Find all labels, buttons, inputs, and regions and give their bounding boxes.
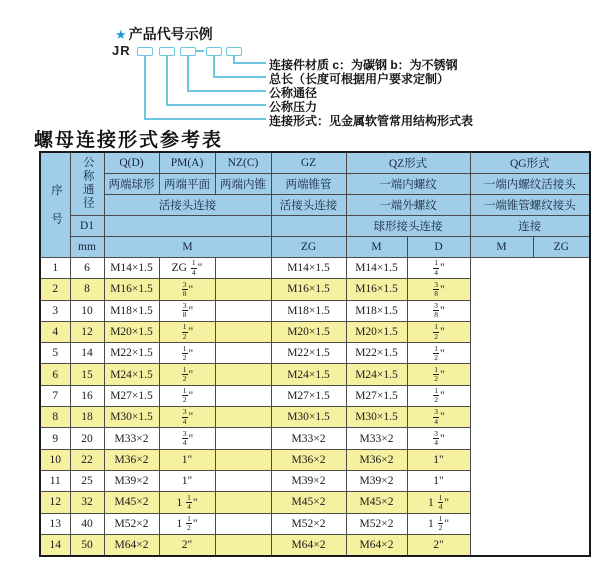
cell-qg-m: M16×1.5 xyxy=(346,279,407,300)
cell-gz-thread: $\frac{1}{2}$ " xyxy=(159,385,215,406)
cell-qg-m: M33×2 xyxy=(346,428,407,449)
col-header-qg: QG形式 xyxy=(470,152,590,174)
cell-qz-d: M24×1.5 xyxy=(271,364,346,385)
table-row xyxy=(40,470,590,491)
cell-qg-m: M22×1.5 xyxy=(346,343,407,364)
unit-header-qg-m: M xyxy=(470,237,533,258)
table-row xyxy=(40,258,590,279)
cell-gz-thread: ZG $\frac{1}{4}$ " xyxy=(159,258,215,279)
connector-line xyxy=(166,104,266,106)
cell-qg-zg: 1 $\frac{1}{2}$ " xyxy=(407,513,470,534)
cell-m-thread: M14×1.5 xyxy=(104,258,159,279)
cell-qg-m: M24×1.5 xyxy=(346,364,407,385)
cell-dn-mm: 8 xyxy=(70,279,104,300)
cell-dn-mm: 15 xyxy=(70,364,104,385)
subheader-qz-outer-thread: 一端外螺纹 xyxy=(346,195,470,216)
header-row-3 xyxy=(40,195,590,216)
cell-qg-zg: 1" xyxy=(407,470,470,491)
cell-qg-zg: 1" xyxy=(407,449,470,470)
subheader-qg-connection: 连接 xyxy=(470,216,590,237)
cell-gz-thread: $\frac{3}{8}$ " xyxy=(159,279,215,300)
cell-qg-m: M20×1.5 xyxy=(346,321,407,342)
table-row xyxy=(40,492,590,513)
cell-qg-zg: $\frac{1}{4}$ " xyxy=(407,258,470,279)
cell-qz-d: M16×1.5 xyxy=(271,279,346,300)
cell-m-thread: M22×1.5 xyxy=(104,343,159,364)
cell-qz-m xyxy=(215,428,271,449)
cell-dn-mm: 40 xyxy=(70,513,104,534)
connector-line xyxy=(213,55,215,77)
cell-serial: 5 xyxy=(40,343,70,364)
cell-qz-d: M39×2 xyxy=(271,470,346,491)
cell-qg-zg: $\frac{3}{8}$ " xyxy=(407,279,470,300)
table-row xyxy=(40,534,590,556)
cell-dn-mm: 32 xyxy=(70,492,104,513)
subheader-gz-ends: 两端锥管 xyxy=(271,174,346,195)
cell-gz-thread: $\frac{3}{4}$ " xyxy=(159,407,215,428)
cell-qg-zg: $\frac{3}{4}$ " xyxy=(407,407,470,428)
col-header-pm: PM(A) xyxy=(159,152,215,174)
subheader-qg-taper-thread-joint: 一端锥管螺纹接头 xyxy=(470,195,590,216)
cell-m-thread: M45×2 xyxy=(104,492,159,513)
cell-qz-d: M18×1.5 xyxy=(271,300,346,321)
cell-qg-m: M45×2 xyxy=(346,492,407,513)
cell-qz-m xyxy=(215,492,271,513)
unit-header-mm: mm xyxy=(70,237,104,258)
cell-m-thread: M39×2 xyxy=(104,470,159,491)
cell-qz-d: M14×1.5 xyxy=(271,258,346,279)
cell-dn-mm: 22 xyxy=(70,449,104,470)
subheader-union-connection: 活接头连接 xyxy=(104,195,271,216)
cell-qz-d: M52×2 xyxy=(271,513,346,534)
cell-qz-d: M36×2 xyxy=(271,449,346,470)
cell-serial: 9 xyxy=(40,428,70,449)
cell-serial: 2 xyxy=(40,279,70,300)
unit-header-qz-d: D xyxy=(407,237,470,258)
cell-qg-m: M52×2 xyxy=(346,513,407,534)
cell-qg-zg: 1 $\frac{1}{4}$ " xyxy=(407,492,470,513)
cell-qg-zg: $\frac{1}{2}$ " xyxy=(407,321,470,342)
table-row xyxy=(40,364,590,385)
cell-qg-m: M27×1.5 xyxy=(346,385,407,406)
cell-serial: 11 xyxy=(40,470,70,491)
cell-m-thread: M24×1.5 xyxy=(104,364,159,385)
cell-dn-mm: 10 xyxy=(70,300,104,321)
cell-qg-m: M36×2 xyxy=(346,449,407,470)
table-row xyxy=(40,513,590,534)
empty-cell xyxy=(104,216,271,237)
cell-qz-d: M45×2 xyxy=(271,492,346,513)
cell-serial: 7 xyxy=(40,385,70,406)
cell-m-thread: M52×2 xyxy=(104,513,159,534)
subheader-pm-ends: 两端平面 xyxy=(159,174,215,195)
cell-dn-mm: 6 xyxy=(70,258,104,279)
connector-line xyxy=(213,76,266,78)
nut-connection-reference-table xyxy=(39,151,591,557)
subheader-q-ends: 两端球形 xyxy=(104,174,159,195)
cell-gz-thread: 1" xyxy=(159,449,215,470)
col-header-q: Q(D) xyxy=(104,152,159,174)
cell-dn-mm: 18 xyxy=(70,407,104,428)
table-row xyxy=(40,321,590,342)
cell-qg-m: M30×1.5 xyxy=(346,407,407,428)
header-row-4 xyxy=(40,216,590,237)
code-separator-dash xyxy=(196,50,204,52)
cell-qg-zg: $\frac{1}{2}$ " xyxy=(407,343,470,364)
cell-dn-mm: 12 xyxy=(70,321,104,342)
subheader-gz-union-connection: 活接头连接 xyxy=(271,195,346,216)
cell-qz-m xyxy=(215,343,271,364)
cell-serial: 14 xyxy=(40,534,70,556)
cell-m-thread: M20×1.5 xyxy=(104,321,159,342)
label-connection-form: 连接形式：见金属软管常用结构形式表 xyxy=(269,114,474,128)
cell-gz-thread: $\frac{3}{8}$ " xyxy=(159,300,215,321)
header-row-1 xyxy=(40,152,590,174)
cell-m-thread: M30×1.5 xyxy=(104,407,159,428)
cell-gz-thread: 1 $\frac{1}{4}$ " xyxy=(159,492,215,513)
cell-qg-m: M39×2 xyxy=(346,470,407,491)
subheader-qz-inner-thread: 一端内螺纹 xyxy=(346,174,470,195)
cell-dn-mm: 50 xyxy=(70,534,104,556)
table-row xyxy=(40,407,590,428)
table-row xyxy=(40,343,590,364)
cell-m-thread: M18×1.5 xyxy=(104,300,159,321)
label-total-length: 总长（长度可根据用户要求定制） xyxy=(269,72,450,86)
cell-qg-zg: $\frac{3}{4}$ " xyxy=(407,428,470,449)
cell-qz-d: M64×2 xyxy=(271,534,346,556)
diagram-title xyxy=(115,24,213,44)
connector-line xyxy=(187,55,189,91)
subheader-d1: D1 xyxy=(70,216,104,237)
cell-qz-m xyxy=(215,279,271,300)
subheader-nz-ends: 两端内锥 xyxy=(215,174,271,195)
table-title: 螺母连接形式参考表 xyxy=(34,129,224,151)
cell-gz-thread: 1 $\frac{1}{2}$ " xyxy=(159,513,215,534)
unit-header-qg-zg: ZG xyxy=(533,237,590,258)
table-row xyxy=(40,385,590,406)
cell-dn-mm: 25 xyxy=(70,470,104,491)
cell-serial: 1 xyxy=(40,258,70,279)
cell-gz-thread: $\frac{1}{2}$ " xyxy=(159,321,215,342)
cell-serial: 12 xyxy=(40,492,70,513)
cell-qz-d: M20×1.5 xyxy=(271,321,346,342)
cell-gz-thread: $\frac{1}{2}$ " xyxy=(159,343,215,364)
connector-line xyxy=(144,118,266,120)
cell-gz-thread: 1" xyxy=(159,470,215,491)
table-row xyxy=(40,449,590,470)
cell-dn-mm: 14 xyxy=(70,343,104,364)
cell-qz-d: M33×2 xyxy=(271,428,346,449)
cell-qz-m xyxy=(215,385,271,406)
subheader-qz-ball-joint-connection: 球形接头连接 xyxy=(346,216,470,237)
cell-gz-thread: $\frac{3}{4}$ " xyxy=(159,428,215,449)
cell-qg-zg: $\frac{3}{8}$ " xyxy=(407,300,470,321)
unit-header-m: M xyxy=(104,237,271,258)
connector-line xyxy=(187,90,266,92)
cell-qg-m: M64×2 xyxy=(346,534,407,556)
cell-serial: 13 xyxy=(40,513,70,534)
cell-qz-d: M27×1.5 xyxy=(271,385,346,406)
cell-qg-zg: $\frac{1}{2}$ " xyxy=(407,385,470,406)
table-row xyxy=(40,300,590,321)
cell-m-thread: M33×2 xyxy=(104,428,159,449)
table-row xyxy=(40,279,590,300)
cell-qz-m xyxy=(215,258,271,279)
cell-dn-mm: 16 xyxy=(70,385,104,406)
cell-qz-m xyxy=(215,321,271,342)
subheader-qg-inner-thread-union: 一端内螺纹活接头 xyxy=(470,174,590,195)
col-header-gz: GZ xyxy=(271,152,346,174)
cell-gz-thread: 2" xyxy=(159,534,215,556)
cell-m-thread: M16×1.5 xyxy=(104,279,159,300)
diagram-title-text: 产品代号示例 xyxy=(128,26,213,42)
table-row xyxy=(40,428,590,449)
cell-qz-d: M22×1.5 xyxy=(271,343,346,364)
cell-qz-m xyxy=(215,300,271,321)
cell-serial: 6 xyxy=(40,364,70,385)
cell-qg-zg: 2" xyxy=(407,534,470,556)
cell-serial: 8 xyxy=(40,407,70,428)
label-nominal-diameter: 公称通径 xyxy=(269,86,318,100)
header-row-5 xyxy=(40,237,590,258)
connector-line xyxy=(166,55,168,105)
cell-dn-mm: 20 xyxy=(70,428,104,449)
unit-header-zg: ZG xyxy=(271,237,346,258)
connector-line xyxy=(233,62,266,64)
cell-qg-zg: $\frac{1}{2}$ " xyxy=(407,364,470,385)
col-header-qz: QZ形式 xyxy=(346,152,470,174)
cell-qg-m: M18×1.5 xyxy=(346,300,407,321)
cell-qz-m xyxy=(215,364,271,385)
col-header-serial: 序号 xyxy=(40,152,70,258)
cell-gz-thread: $\frac{1}{2}$ " xyxy=(159,364,215,385)
cell-m-thread: M64×2 xyxy=(104,534,159,556)
cell-qz-m xyxy=(215,513,271,534)
code-prefix: JR xyxy=(112,43,131,58)
cell-qz-m xyxy=(215,407,271,428)
cell-serial: 3 xyxy=(40,300,70,321)
cell-serial: 10 xyxy=(40,449,70,470)
cell-qz-m xyxy=(215,449,271,470)
unit-header-qz-m: M xyxy=(346,237,407,258)
empty-cell xyxy=(271,216,346,237)
cell-m-thread: M27×1.5 xyxy=(104,385,159,406)
label-material: 连接件材质 c：为碳钢 b：为不锈钢 xyxy=(269,58,458,72)
cell-m-thread: M36×2 xyxy=(104,449,159,470)
cell-qz-m xyxy=(215,534,271,556)
star-icon: ★ xyxy=(115,27,127,42)
label-nominal-pressure: 公称压力 xyxy=(269,100,318,114)
cell-qg-m: M14×1.5 xyxy=(346,258,407,279)
col-header-dn: 公称通径 xyxy=(70,152,104,216)
header-row-2 xyxy=(40,174,590,195)
cell-serial: 4 xyxy=(40,321,70,342)
cell-qz-m xyxy=(215,470,271,491)
col-header-nz: NZ(C) xyxy=(215,152,271,174)
cell-qz-d: M30×1.5 xyxy=(271,407,346,428)
connector-line xyxy=(144,55,146,119)
